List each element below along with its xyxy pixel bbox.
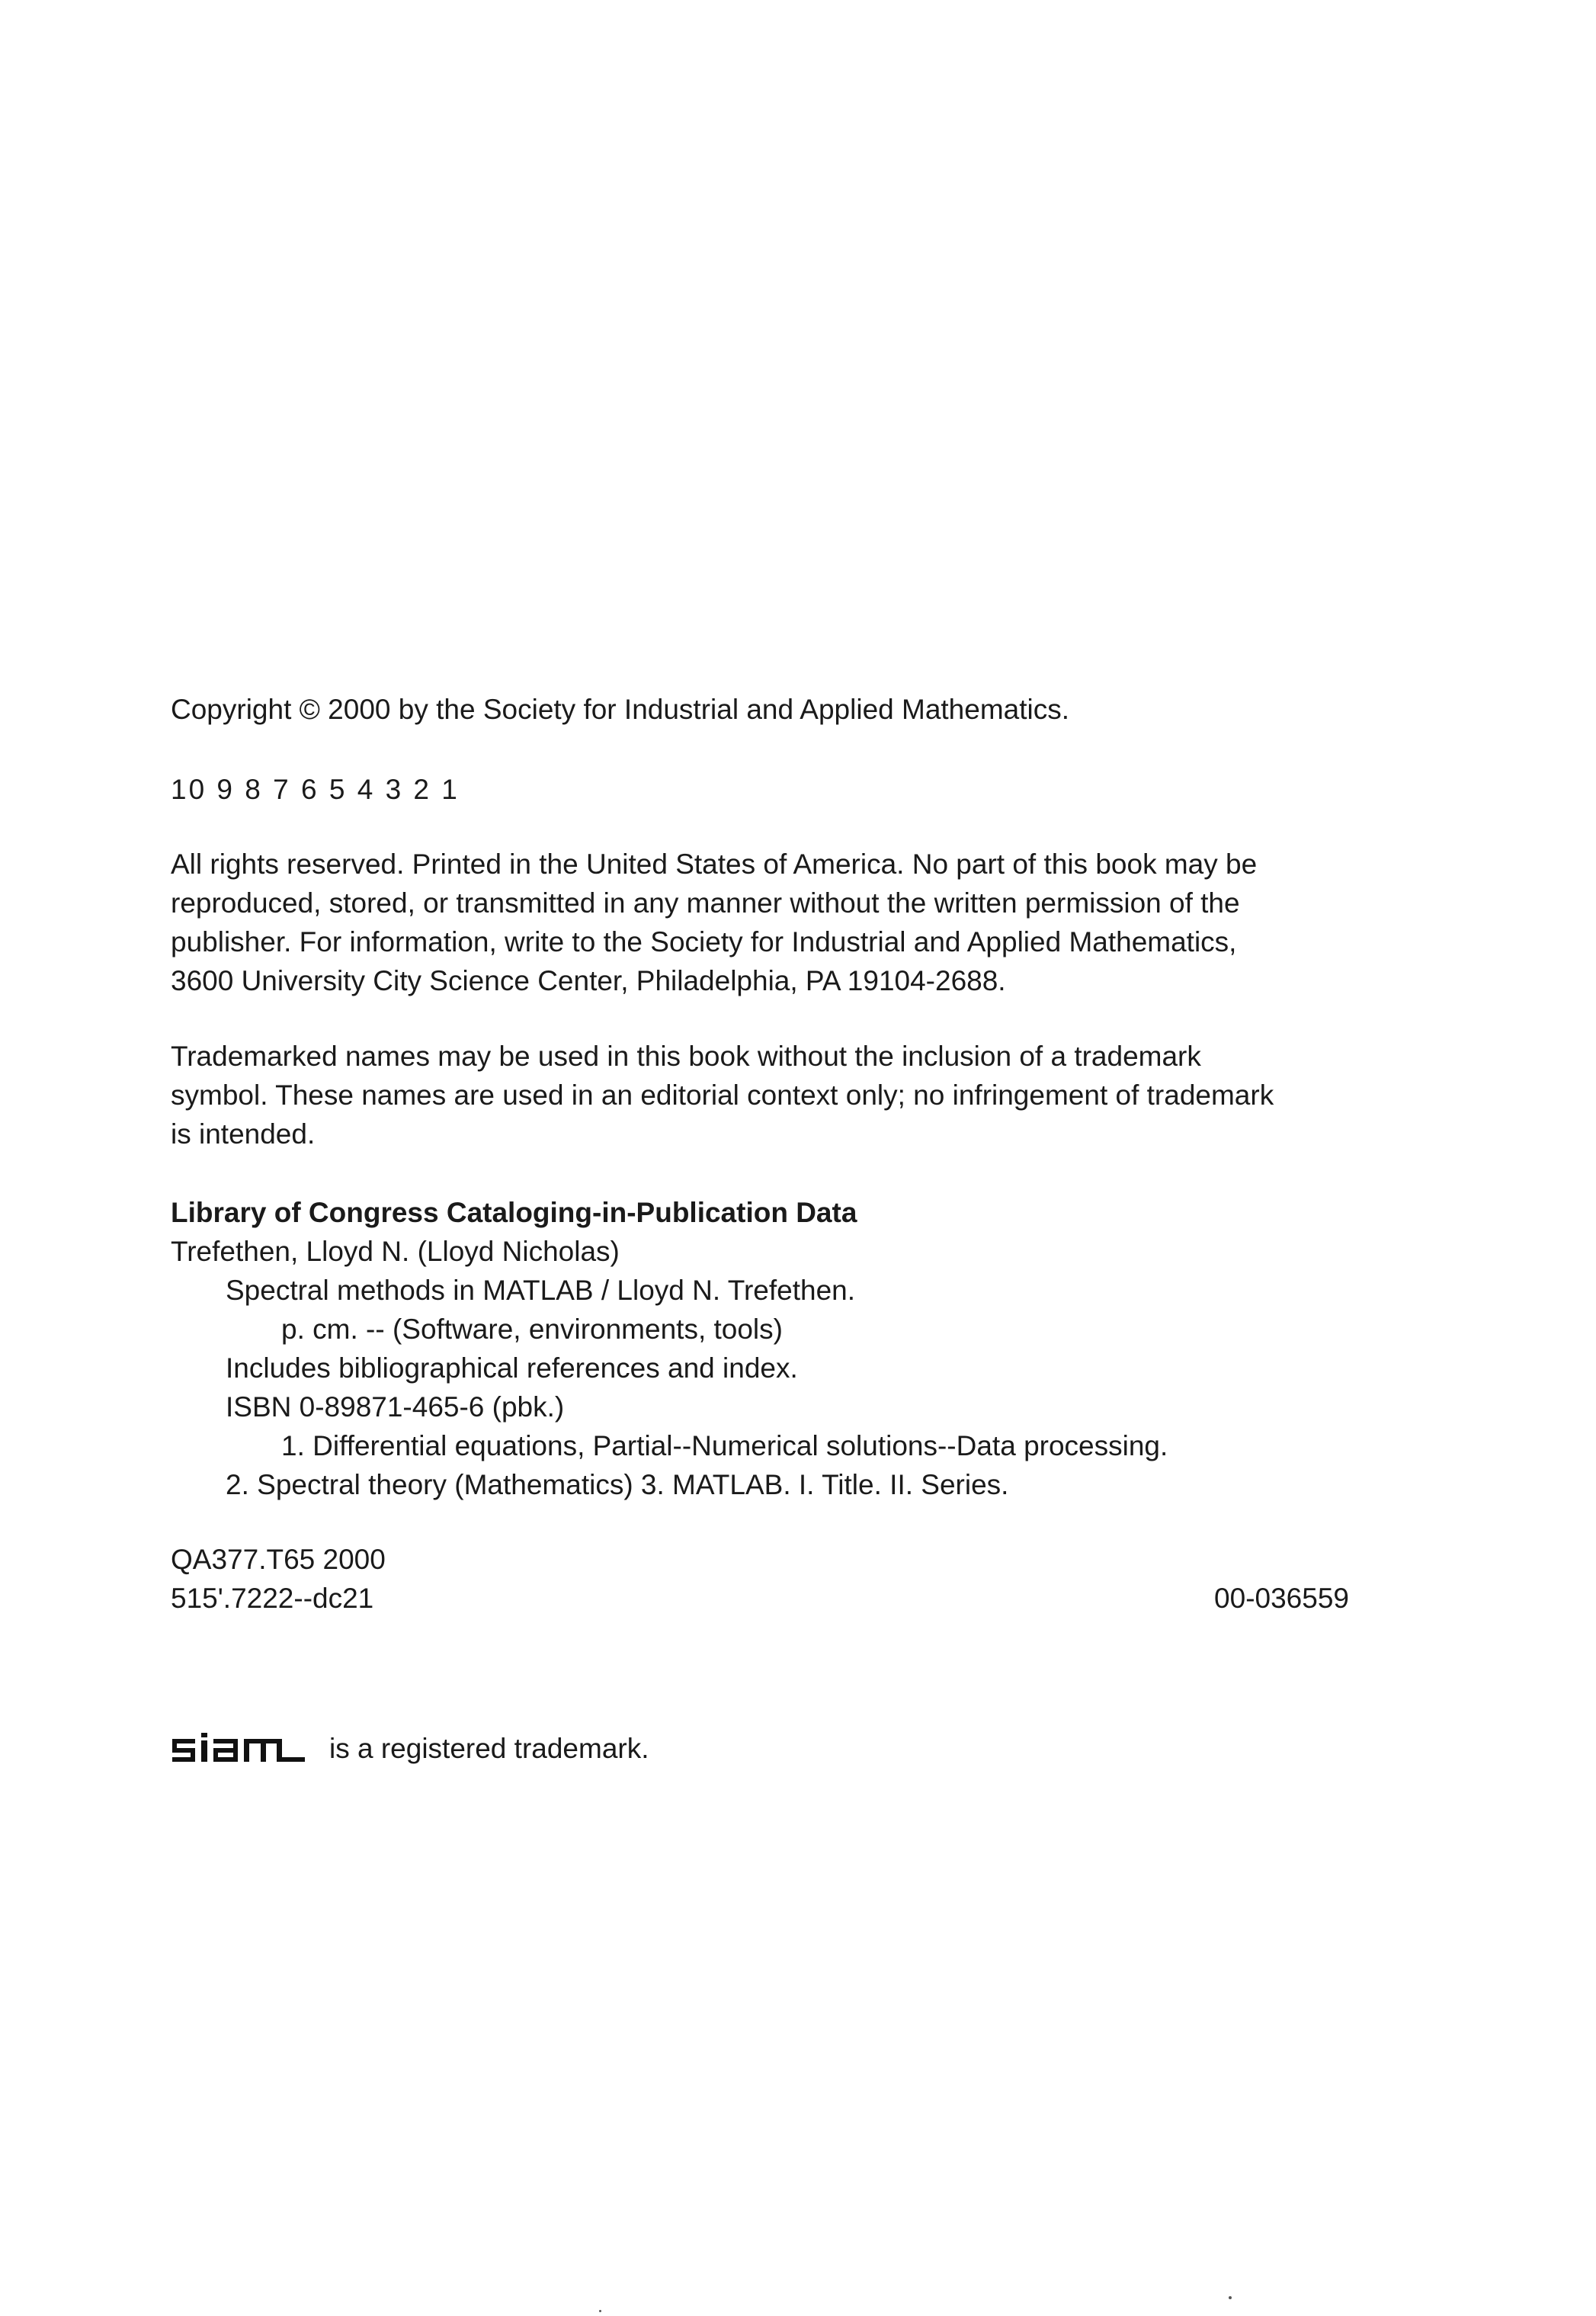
scan-speck bbox=[1229, 2296, 1232, 2299]
trademark-line: Trademarked names may be used in this book without the inclusion of a trademark bbox=[171, 1041, 1201, 1072]
trademark-line: is intended. bbox=[171, 1118, 316, 1150]
dewey-row bbox=[171, 1579, 1349, 1618]
cip-notes: Includes bibliographical references and index. bbox=[226, 1352, 798, 1384]
siam-trademark-statement: is a registered trademark. bbox=[329, 1733, 649, 1764]
lccn-number: 00-036559 bbox=[1214, 1583, 1349, 1614]
cip-heading: Library of Congress Cataloging-in-Publication Data bbox=[171, 1197, 857, 1228]
rights-line: reproduced, stored, or transmitted in any manner without the written permission of the bbox=[171, 887, 1240, 919]
cip-author: Trefethen, Lloyd N. (Lloyd Nicholas) bbox=[171, 1236, 620, 1267]
dewey-number: 515'.7222--dc21 bbox=[171, 1583, 374, 1614]
rights-line: 3600 University City Science Center, Philadelphia, PA 19104-2688. bbox=[171, 965, 1006, 996]
printing-line-block bbox=[171, 770, 1375, 809]
copyright-notice bbox=[171, 690, 1375, 729]
lc-call-number: QA377.T65 2000 bbox=[171, 1544, 386, 1575]
cip-isbn: ISBN 0-89871-465-6 (pbk.) bbox=[226, 1391, 565, 1423]
copyright-line: Copyright © 2000 by the Society for Industrial and Applied Mathematics. bbox=[171, 694, 1070, 725]
call-number-block bbox=[171, 1540, 1375, 1618]
cip-block bbox=[171, 1193, 1375, 1504]
trademark-paragraph bbox=[171, 1037, 1375, 1153]
trademark-line: symbol. These names are used in an editorial context only; no infringement of trademark bbox=[171, 1079, 1274, 1111]
cip-title: Spectral methods in MATLAB / Lloyd N. Trefethen. bbox=[226, 1275, 856, 1306]
siam-trademark-line bbox=[171, 1729, 649, 1768]
cip-pages: p. cm. -- (Software, environments, tools) bbox=[281, 1314, 783, 1345]
scan-speck bbox=[599, 2310, 601, 2312]
cip-subject-2: 2. Spectral theory (Mathematics) 3. MATLAB. I. Title. II. Series. bbox=[226, 1469, 1009, 1500]
rights-line: All rights reserved. Printed in the United States of America. No part of this book may be bbox=[171, 848, 1258, 880]
siam-logo bbox=[171, 1731, 306, 1766]
printing-line: 10 9 8 7 6 5 4 3 2 1 bbox=[171, 774, 460, 805]
cip-subject-1: 1. Differential equations, Partial--Numerical solutions--Data processing. bbox=[281, 1430, 1168, 1461]
rights-line: publisher. For information, write to the Society for Industrial and Applied Mathematics, bbox=[171, 926, 1237, 958]
rights-paragraph bbox=[171, 845, 1375, 1000]
